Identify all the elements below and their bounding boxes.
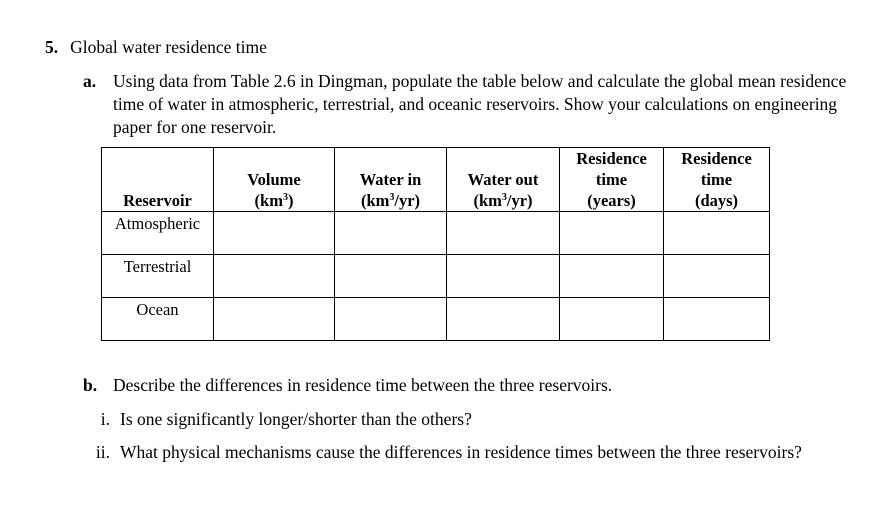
header-water-in: Water in $(km^3/yr)$ — [335, 148, 447, 212]
water-in-cell[interactable] — [335, 255, 447, 298]
part-b-text: Describe the differences in residence time between the three reservoirs. — [113, 375, 613, 395]
part-a — [83, 70, 863, 139]
header-reservoir: Reservoir — [102, 148, 214, 212]
reservoir-name: Terrestrial — [102, 255, 214, 298]
question-number: 5. — [45, 37, 59, 57]
water-out-cell[interactable] — [447, 212, 560, 255]
reservoir-name: Atmospheric — [102, 212, 214, 255]
header-residence-days: Residence time (days) — [664, 148, 770, 212]
water-in-cell[interactable] — [335, 298, 447, 341]
part-b-sub-i — [90, 408, 850, 431]
residence-days-cell[interactable] — [664, 298, 770, 341]
part-a-letter: a. — [83, 71, 97, 91]
residence-table — [101, 147, 770, 341]
table-row — [102, 212, 770, 255]
part-b — [83, 374, 863, 397]
volume-cell[interactable] — [214, 212, 335, 255]
volume-cell[interactable] — [214, 255, 335, 298]
table-row — [102, 298, 770, 341]
sub-ii-text: What physical mechanisms cause the differences in residence times between the three reservoirs? — [120, 442, 802, 462]
part-b-letter: b. — [83, 375, 98, 395]
residence-years-cell[interactable] — [560, 298, 664, 341]
residence-years-cell[interactable] — [560, 255, 664, 298]
residence-years-cell[interactable] — [560, 212, 664, 255]
sub-ii-numeral: ii. — [95, 442, 110, 462]
part-a-text: Using data from Table 2.6 in Dingman, populate the table below and calculate the global mean residence time of water in atmospheric, terrestrial, and oceanic reservoirs. Show your calculations on engineering paper for one reservoir. — [113, 71, 847, 137]
residence-days-cell[interactable] — [664, 255, 770, 298]
question-title: Global water residence time — [70, 37, 267, 57]
water-out-cell[interactable] — [447, 298, 560, 341]
table-row — [102, 255, 770, 298]
header-volume: Volume $(km^3)$ — [214, 148, 335, 212]
residence-days-cell[interactable] — [664, 212, 770, 255]
header-water-out: Water out $(km^3/yr)$ — [447, 148, 560, 212]
reservoir-name: Ocean — [102, 298, 214, 341]
sub-i-text: Is one significantly longer/shorter than the others? — [120, 409, 472, 429]
header-residence-years: Residence time (years) — [560, 148, 664, 212]
question-heading — [45, 36, 267, 59]
water-in-cell[interactable] — [335, 212, 447, 255]
water-out-cell[interactable] — [447, 255, 560, 298]
part-b-sub-ii — [90, 441, 850, 464]
volume-cell[interactable] — [214, 298, 335, 341]
table-header-row — [102, 148, 770, 212]
sub-i-numeral: i. — [100, 409, 110, 429]
